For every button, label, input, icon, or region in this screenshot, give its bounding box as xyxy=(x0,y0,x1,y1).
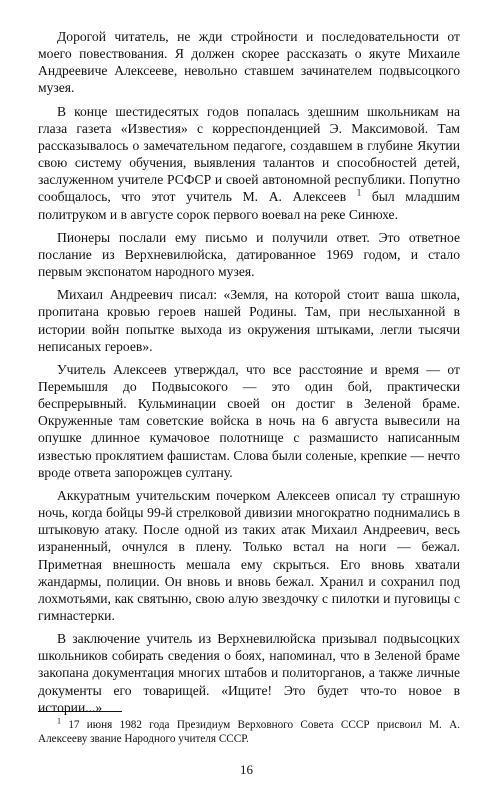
footnote xyxy=(38,718,460,746)
paragraph: Михаил Андреевич писал: «Земля, на которой стоит ваша школа, пропитана кровью героев нашей Родины. Там, при неслыханной в истории войн попытке выхода из окружения штыками, легли тысячи неписаных героев». xyxy=(38,287,460,354)
page-number: 16 xyxy=(240,762,253,777)
footnote-reference[interactable]: 1 xyxy=(356,187,362,198)
paragraph: Дорогой читатель, не жди стройности и последовательности от моего повествования. Я должен скорее рассказать о якуте Михаиле Андреевиче Алексееве, невольно ставшем зачинателем подвысоцкого музея. xyxy=(38,29,460,96)
paragraph: В заключение учитель из Верхневилюйска призывал подвысоцких школьников собирать сведения о боях, напоминал, что в Зеленой браме закопана документация многих штабов и политорганов, а также личные документы его товарищей. «Ищите! Это будет что-то новое в истории...» xyxy=(38,631,460,715)
paragraph: В конце шестидесятых годов попалась здешним школьникам на глаза газета «Известия» с корреспонденцией Э. Максимовой. Там рассказывалось о замечательном педагоге, создавшем в глубине Якутии свою систему обучения, выявления талантов и способностей детей, заслуженном учителе РСФСР и своей автономной республики. Попутно сообщалось, что этот учитель М. А. Алексеев $^1$ был младшим политруком и в августе сорок первого воевал на реке Синюхе. xyxy=(38,103,460,222)
paragraph: Учитель Алексеев утверждал, что все расстояние и время — от Перемышля до Подвысокого — это один бой, практически беспрерывный. Кульминации своей он достиг в Зеленой браме. Окруженные там советские войска в ночь на 6 августа вывесили на опушке длинное кумачовое полотнище с размашисто написанным известью проклятием фашистам. Слова были соленые, крепкие — нечто вроде ответа запорожцев султану. xyxy=(38,361,460,480)
footnote-text: 17 июня 1982 года Президиум Верховного Совета СССР присвоил М. А. Алексееву звание Народного учителя СССР. xyxy=(38,719,460,745)
paragraph: Аккуратным учительским почерком Алексеев описал ту страшную ночь, когда бойцы 99-й стрелковой дивизии многократно поднимались в штыковую атаку. После одной из таких атак Михаил Андреевич, весь израненный, очнулся в плену. Только встал на ноги — бежал. Приметная внешность мешала ему скрыться. Его вновь хватали жандармы, полиции. Он вновь и вновь бежал. Хранил и сохранил под лохмотьями, как святыню, свою алую звездочку с пилотки и пуговицы с гимнастерки. xyxy=(38,487,460,623)
footnote-divider xyxy=(38,711,122,712)
footnote-marker: 1 xyxy=(57,716,61,726)
main-text xyxy=(38,28,460,722)
paragraph: Пионеры послали ему письмо и получили ответ. Это ответное послание из Верхневилюйска, датированное 1969 годом, и стало первым экспонатом народного музея. xyxy=(38,229,460,280)
